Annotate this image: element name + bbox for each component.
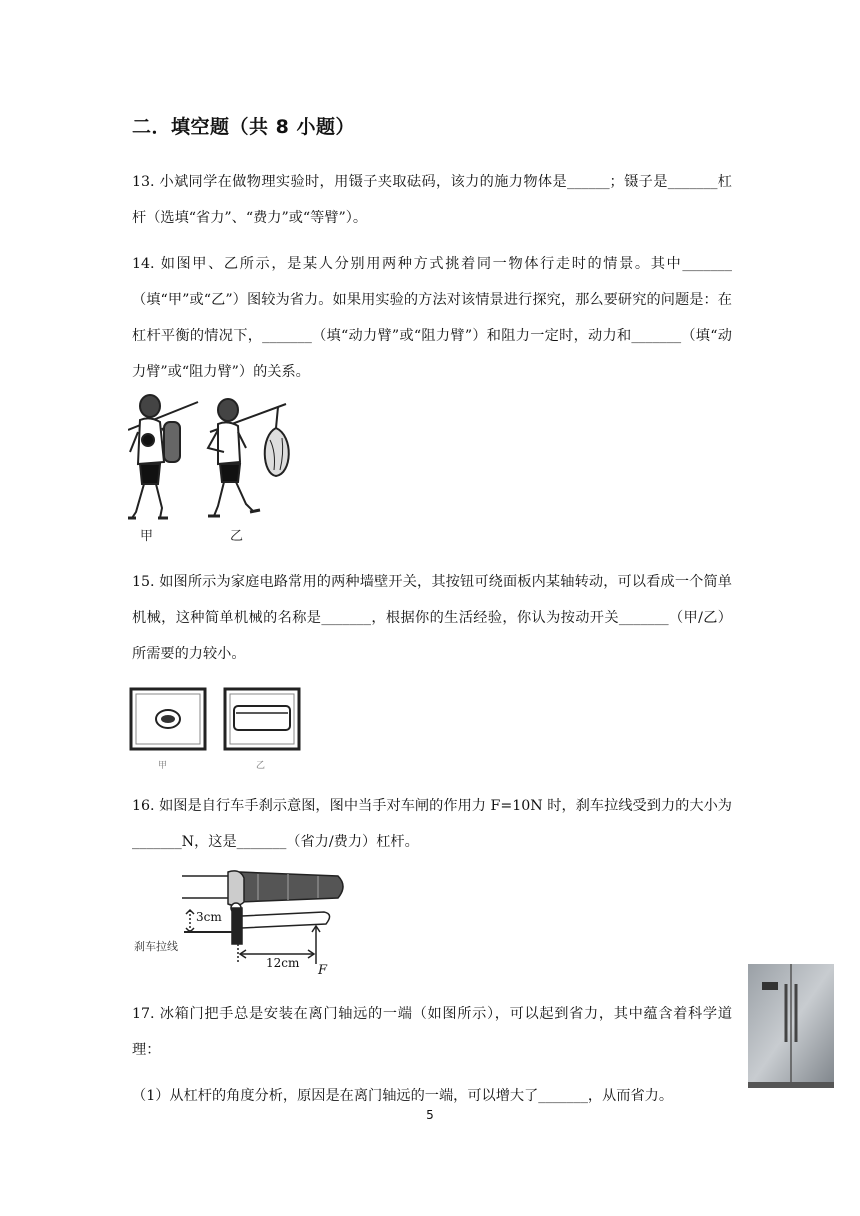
carrying-figure bbox=[128, 392, 298, 548]
dim-12cm-label: 12cm bbox=[266, 956, 300, 970]
switch-b-figure bbox=[225, 689, 299, 749]
switch-figure bbox=[128, 686, 304, 772]
section-title: 二．填空题（共 8 小题） bbox=[132, 116, 355, 138]
person-b-figure bbox=[208, 399, 289, 516]
switch-label-b: 乙 bbox=[256, 761, 266, 771]
brake-cable-label: 刹车拉线 bbox=[134, 940, 178, 953]
refrigerator-figure bbox=[748, 964, 834, 1088]
person-a-figure bbox=[128, 395, 198, 518]
question-15: 15. 如图所示为家庭电路常用的两种墙壁开关，其按钮可绕面板内某轴转动，可以看成一个简单机械，这种简单机械的名称是_______，根据你的生活经验，你认为按动开关_______（甲/乙）所需要的力较小。 bbox=[132, 574, 732, 662]
brake-figure bbox=[128, 868, 350, 978]
question-17: 17. 冰箱门把手总是安装在离门轴远的一端（如图所示），可以起到省力，其中蕴含着科学道理： bbox=[132, 1006, 732, 1058]
switch-label-a: 甲 bbox=[158, 761, 168, 771]
page-number: 5 bbox=[426, 1108, 434, 1122]
carry-label-b: 乙 bbox=[230, 529, 244, 544]
carry-label-a: 甲 bbox=[140, 529, 154, 544]
question-14: 14. 如图甲、乙所示，是某人分别用两种方式挑着同一物体行走时的情景。其中_______（填“甲”或“乙”）图较为省力。如果用实验的方法对该情景进行探究，那么要研究的问题是：在杠杆平衡的情况下，_______（填“动力臂”或“阻力臂”）和阻力一定时，动力和_______（填“动力臂”或“阻力臂”）的关系。 bbox=[132, 256, 732, 380]
force-label: F bbox=[318, 963, 328, 978]
switch-a-figure bbox=[131, 689, 205, 749]
question-17-part-1: （1）从杠杆的角度分析，原因是在离门轴远的一端，可以增大了_______，从而省力。 bbox=[132, 1088, 674, 1104]
dim-3cm-label: 3cm bbox=[196, 910, 222, 924]
question-16: 16. 如图是自行车手刹示意图，图中当手对车闸的作用力 F=10N 时，刹车拉线受到力的大小为_______N，这是_______（省力/费力）杠杆。 bbox=[132, 798, 732, 850]
question-13: 13. 小斌同学在做物理实验时，用镊子夹取砝码，该力的施力物体是______；镊子是_______杠杆（选填“省力”、“费力”或“等臂”）。 bbox=[132, 174, 732, 226]
